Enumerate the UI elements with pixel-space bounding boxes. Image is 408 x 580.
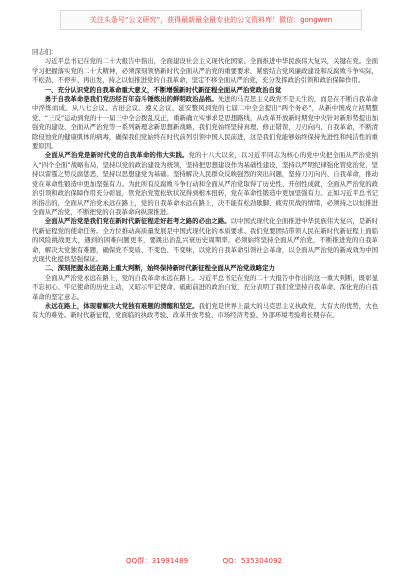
qq-number: QQ：535304092	[222, 556, 283, 565]
section-2-paragraph	[32, 302, 378, 321]
paragraph-text: 我们党是世界上最大的马克思主义执政党，大有大的优势，大也有大的难处。新时代新征程，党面临的执政考验、改革开放考验、市场经济考验、外部环境考验将长期存在。	[32, 301, 378, 320]
paragraph-lead: 全面从严治党是我们党在新时代新征程走好赶考之路的必由之路。	[44, 217, 231, 226]
salutation: 同志们：	[32, 48, 58, 56]
top-banner: 关注头条号“公文研究”，获得最新最全最专业的公文资料库！微信：gongwen	[60, 10, 362, 30]
paragraph-lead: 勇于自我革命是我们党历经百年奋斗锤炼出的鲜明政治品格。	[44, 95, 218, 104]
qq-group: QQ群：31991489	[125, 556, 189, 565]
section-1-paragraph	[32, 95, 378, 151]
paragraph-text: 以中国式现代化全面推进中华民族伟大复兴，是新时代新征程党的使命任务。全方位推动高质量发展是中国式现代化的本质要求。我们党要团结带领人民在新时代新征程上面临的风险挑战更大，遇到的困难问题更多，要跳出治乱兴衰历史周期率，必须始终坚持全面从严治党，不断推进党的自我革命，解决大党独有难题，确保党不变质、不变色、不变味，以党的自我革命引领社会革命，以全面从严治党的新成效为中国式现代化提供坚强保证。	[32, 217, 378, 263]
section-2-heading: 二、深刻把握永远在路上重大判断，始终保持新时代新征程全面从严治党战略定力	[44, 264, 275, 273]
paragraph-text: 全面从严治党永远在路上，党的自我革命永远在路上。习近平总书记在党的二十大报告中作出的这一重大判断，既彰显不忘初心、牢记使命的历史主动，又昭示牢记使命、砥砺前进的政治自觉，充分表明了我们党坚持自我革命、深化党的自我革命的坚定意志。	[32, 273, 378, 301]
paragraph-lead: 全面从严治党是新时代党的自我革命的伟大实践。	[44, 151, 189, 160]
section-1-heading: 一、充分认识党的自我革命重大意义，不断增强新时代新征程全面从严治党政治自觉	[44, 85, 282, 94]
paragraph-lead: 永远在路上，体现着解决大党独有难题的清醒和坚定。	[44, 301, 199, 310]
page-footer	[0, 554, 408, 568]
section-1-paragraph	[32, 151, 378, 217]
document-body	[32, 48, 378, 548]
section-2-paragraph	[32, 274, 378, 302]
intro-paragraph: 习近平总书记在党的二十大报告中指出，全面建设社会主义现代化国家、全面推进中华民族伟大复兴，关键在党。全面学习把握落实党的二十大精神，必须深刻领悟新时代全面从严治党的重要要求，紧密结合党风廉政建设和反腐败斗争实际，不松劲、不停步、再出发，持之以恒推进党的自我革命，坚定不移全面从严治党，充分发挥政治引领和政治保障作用。	[32, 57, 378, 85]
paragraph-text: 党的十八大以来，以习近平同志为核心的党中央把全面从严治党纳入“四个全面”战略布局，坚持以党的政治建设为统领，坚持把思想建设作为基础性建设，坚持以严明纪律强化管党治党，坚持以雷霆之势反腐惩恶，坚持以思想建党为基础。坚持解决人民群众反映强烈的突出问题，坚持刀刃向内、自我革命，推动党在革命性锻造中更加坚强有力。为此所有反腐败斗争行动和全面从严治党取得了历史性、开创性成就，全面从严治党的政治引领和政治保障作用充分彰显，管党治党宽松软状况得到根本扭转，党在革命性锻造中更加坚强有力。正如习近平总书记所指出的，全面从严治党永远在路上，党的自我革命永远在路上，决不能有松劲歇脚、疲劳厌战的情绪，必须持之以恒推进全面从严治党，不断把党的自我革命向纵深推进。	[32, 151, 378, 216]
section-1-paragraph	[32, 217, 378, 264]
paragraph-text: 先进的马克思主义政党不是天生的，而是在不断自我革命中淬炼而成。从八七会议、古田会议、遵义会议、延安整风到党的七届二中全会提出“两个务必”，从新中国成立初期整党、“三反”运动到党的十一届三中全会拨乱反正，重新确立实事求是思想路线，从改革开放新时期党中央针对新形势提出加强党的建设、全面从严治党等一系列新理念新思想新战略，我们党始终坚持真理、修正错误，刀刃向内、自我革命，不断清除侵蚀党的健康肌体的病毒，确保我们党始终在时代前列引领中国人民前进，这是我们党能够始终保持先进性和纯洁性的重要原因。	[32, 95, 378, 151]
